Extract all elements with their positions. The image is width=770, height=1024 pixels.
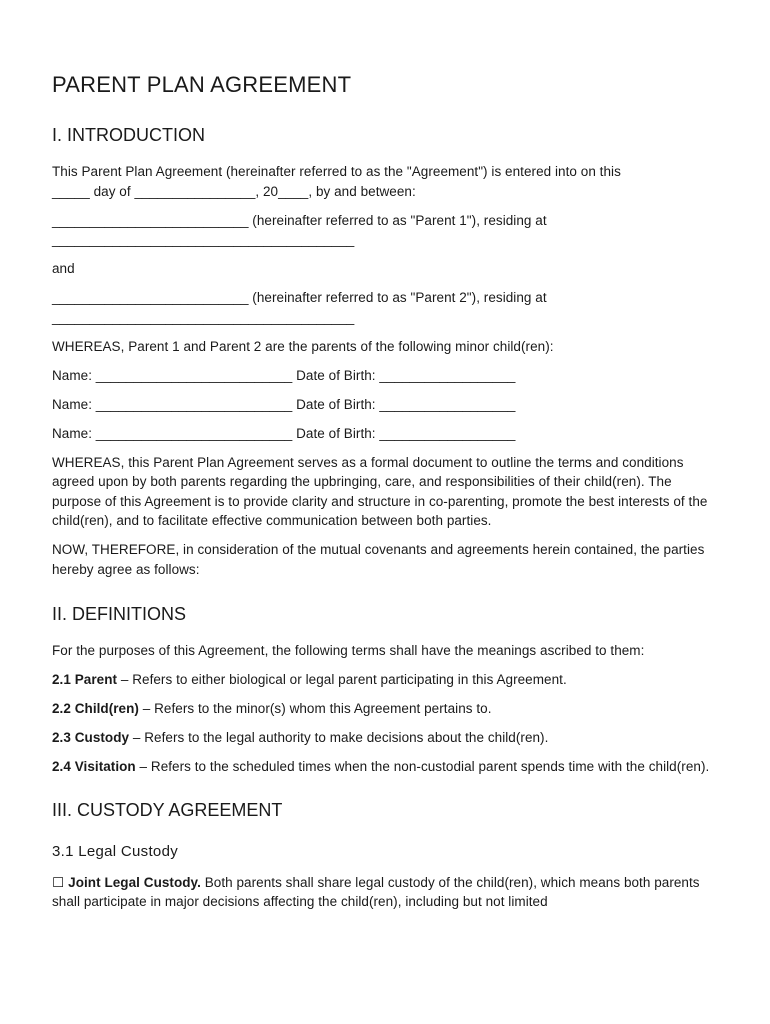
definition-item — [52, 728, 722, 748]
child-name-line: Name: __________________________ Date of Birth: __________________ — [52, 425, 516, 441]
definition-item — [52, 757, 722, 777]
parent1-line-2: ________________________________________ — [52, 232, 355, 247]
whereas-purpose-paragraph: WHEREAS, this Parent Plan Agreement serves as a formal document to outline the terms and conditions agreed upon by both parents regarding the upbringing, care, and responsibilities of their child(ren). The purpose of this Agreement is to provide clarity and structure in co-parenting, promote the best interests of the child(ren), and to facilitate effective communication between both parties. — [52, 454, 708, 528]
definition-text: – Refers to the scheduled times when the non-custodial parent spends time with the child(ren). — [135, 759, 710, 774]
intro-paragraph — [52, 162, 722, 201]
parent2-line-2: ________________________________________ — [52, 309, 355, 325]
definition-term: 2.2 Child(ren) — [52, 701, 139, 716]
parent1-line-1: __________________________ (hereinafter referred to as "Parent 1"), residing at — [52, 212, 547, 228]
section-heading-definitions: II. DEFINITIONS — [52, 604, 187, 624]
definition-text: – Refers to the minor(s) whom this Agreement pertains to. — [138, 701, 492, 716]
and-paragraph: and — [52, 261, 75, 276]
subsection-heading-legal-custody: 3.1 Legal Custody — [52, 842, 179, 860]
parent2-paragraph — [52, 288, 722, 327]
joint-legal-custody-label: Joint Legal Custody. — [68, 874, 201, 890]
intro-line-1: This Parent Plan Agreement (hereinafter referred to as the "Agreement") is entered into on this — [52, 164, 621, 179]
definition-text: – Refers to the legal authority to make decisions about the child(ren). — [129, 730, 549, 745]
definition-term: 2.3 Custody — [52, 730, 130, 745]
document-page — [52, 70, 722, 921]
definitions-intro: For the purposes of this Agreement, the following terms shall have the meanings ascribed to them: — [52, 643, 645, 658]
child-name-line: Name: __________________________ Date of Birth: __________________ — [52, 396, 516, 412]
document-title: PARENT PLAN AGREEMENT — [52, 72, 352, 97]
child-name-line: Name: __________________________ Date of Birth: __________________ — [52, 367, 516, 383]
joint-legal-custody-text: Both parents shall share legal custody of the child(ren), which means both parents shall participate in major decisions affecting the child(ren), including but not limited — [52, 874, 700, 909]
joint-legal-custody-option — [52, 873, 722, 912]
definition-item — [52, 670, 722, 690]
whereas-children-paragraph: WHEREAS, Parent 1 and Parent 2 are the parents of the following minor child(ren): — [52, 338, 554, 354]
section-heading-custody: III. CUSTODY AGREEMENT — [52, 799, 283, 820]
now-therefore-paragraph: NOW, THEREFORE, in consideration of the mutual covenants and agreements herein contained, the parties hereby agree as follows: — [52, 542, 705, 577]
section-heading-introduction: I. INTRODUCTION — [52, 125, 205, 145]
definition-text: – Refers to either biological or legal parent participating in this Agreement. — [117, 672, 567, 687]
definition-term: 2.1 Parent — [52, 672, 118, 687]
checkbox-icon[interactable]: ☐ — [52, 874, 65, 890]
intro-line-2: _____ day of ________________, 20____, by and between: — [52, 183, 416, 199]
parent1-paragraph — [52, 211, 722, 250]
definition-term: 2.4 Visitation — [52, 759, 136, 774]
definition-item — [52, 699, 722, 719]
parent2-line-1: __________________________ (hereinafter referred to as "Parent 2"), residing at — [52, 290, 547, 305]
